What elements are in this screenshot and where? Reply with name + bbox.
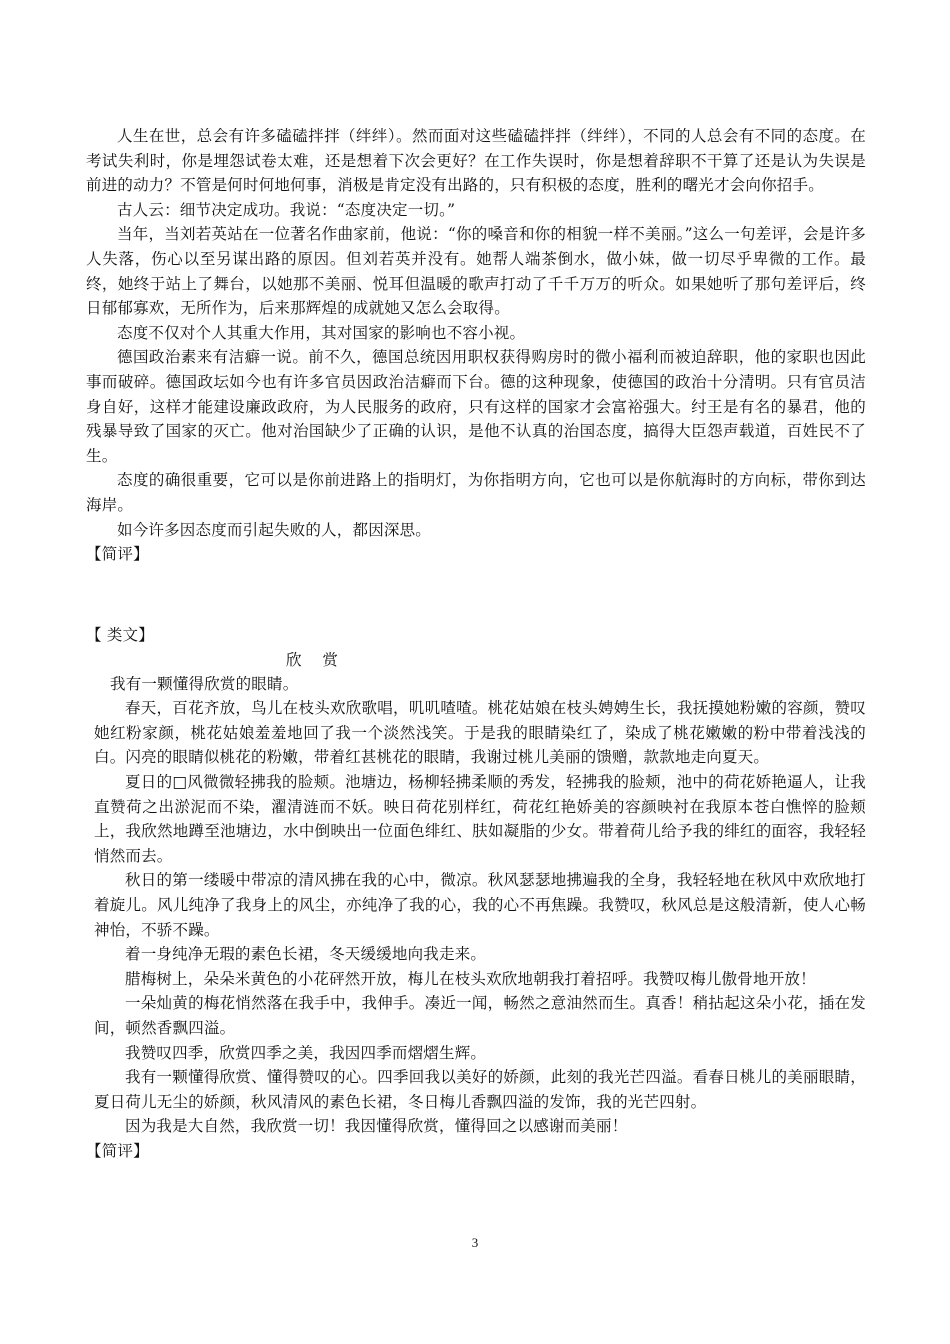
paragraph: 我有一颗懂得欣赏的眼睛。 xyxy=(110,674,299,693)
paragraph: 德国政治素来有洁癖一说。前不久，德国总统因用职权获得购房时的微小福利而被迫辞职，他的家职也因此事而破碎。德国政坛如今也有许多官员因政治洁癖而下台。德的这种现象，使德国的政治十分清明。只有官员洁身自好，这样才能建设廉政政府，为人民服务的政府，只有这样的国家才会富裕强大。纣王是有名的暴君，他的残暴导致了国家的灭亡。他对治国缺少了正确的认识，是他不认真的治国态度，搞得大臣怨声载道，百姓民不了生。 xyxy=(86,348,866,465)
comment-label: 【简评】 xyxy=(86,545,149,564)
paragraph: 古人云：细节决定成功。我说：“态度决定一切。” xyxy=(117,200,456,219)
comment-label: 【简评】 xyxy=(86,1141,149,1160)
essay-title: 欣 赏 xyxy=(286,650,346,669)
essay-attitude xyxy=(86,124,866,567)
paragraph: 一朵灿黄的梅花悄然落在我手中，我伸手。凑近一闻，畅然之意油然而生。真香！稍拈起这朵小花，插在发间，顿然香飘四溢。 xyxy=(94,994,866,1037)
paragraph: 态度的确很重要，它可以是你前进路上的指明灯，为你指明方向，它也可以是你航海时的方向标，带你到达海岸。 xyxy=(86,471,866,514)
essay-appreciation xyxy=(86,623,866,1163)
page-number: 3 xyxy=(471,1235,479,1250)
paragraph: 人生在世，总会有许多磕磕拌拌（绊绊）。然而面对这些磕磕拌拌（绊绊），不同的人总会有不同的态度。在考试失利时，你是埋怨试卷太难，还是想着下次会更好？在工作失误时，你是想着辞职不干算了还是认为失误是前进的动力？不管是何时何地何事，消极是肯定没有出路的，只有积极的态度，胜利的曙光才会向你招手。 xyxy=(86,127,866,195)
paragraph: 因为我是大自然，我欣赏一切！我因懂得欣赏，懂得回之以感谢而美丽！ xyxy=(125,1117,628,1136)
paragraph: 我有一颗懂得欣赏、懂得赞叹的心。四季回我以美好的娇颜，此刻的我光芒四溢。看春日桃儿的美丽眼睛，夏日荷儿无尘的娇颜，秋风清风的素色长裙，冬日梅儿香飘四溢的发饰，我的光芒四射。 xyxy=(94,1068,866,1111)
section-label: 【 类文】 xyxy=(86,626,154,644)
paragraph: 如今许多因态度而引起失败的人，都因深思。 xyxy=(117,520,432,539)
paragraph: 我赞叹四季，欣赏四季之美，我因四季而熠熠生辉。 xyxy=(125,1043,487,1062)
paragraph: 着一身纯净无瑕的素色长裙，冬天缓缓地向我走来。 xyxy=(125,945,487,964)
paragraph: 腊梅树上，朵朵米黄色的小花砰然开放，梅儿在枝头欢欣地朝我打着招呼。我赞叹梅儿傲骨地开放！ xyxy=(125,969,816,988)
paragraph: 春天，百花齐放，鸟儿在枝头欢欣歌唱，叽叽喳喳。桃花姑娘在枝头娉娉生长，我抚摸她粉嫩的容颜，赞叹她红粉家颜，桃花姑娘羞羞地回了我一个淡然浅笑。于是我的眼睛染红了，染成了桃花嫩嫩的粉中带着浅浅的白。闪亮的眼睛似桃花的粉嫩，带着红甚桃花的眼睛，我谢过桃儿美丽的馈赠，款款地走向夏天。 xyxy=(94,699,866,767)
paragraph: 秋日的第一缕暖中带凉的清风拂在我的心中，微凉。秋风瑟瑟地拂遍我的全身，我轻轻地在秋风中欢欣地打着旋儿。风儿纯净了我身上的风尘，亦纯净了我的心，我的心不再焦躁。我赞叹，秋风总是这般清新，使人心畅神怡，不骄不躁。 xyxy=(94,871,866,939)
paragraph: 当年，当刘若英站在一位著名作曲家前，他说：“你的嗓音和你的相貌一样不美丽。”这么一句差评，会是许多人失落，伤心以至另谋出路的原因。但刘若英并没有。她帮人端茶倒水，做小妹，做一切尽乎卑微的工作。最终，她终于站上了舞台，以她那不美丽、悦耳但温暖的歌声打动了千千万万的听众。如果她听了那句差评后，终日郁郁寡欢，无所作为，后来那辉煌的成就她又怎么会取得。 xyxy=(86,225,866,318)
paragraph: 夏日的□风微微轻拂我的脸颊。池塘边，杨柳轻拂柔顺的秀发，轻拂我的脸颊，池中的荷花娇艳逼人，让我直赞荷之出淤泥而不染，濯清涟而不妖。映日荷花别样红，荷花红艳娇美的容颜映衬在我原本苍白憔悴的脸颊上，我欣然地蹲至池塘边，水中倒映出一位面色绯红、肤如凝脂的少女。带着荷儿给予我的绯红的面容，我轻轻悄然而去。 xyxy=(94,772,866,865)
paragraph: 态度不仅对个人其重大作用，其对国家的影响也不容小视。 xyxy=(117,323,526,342)
